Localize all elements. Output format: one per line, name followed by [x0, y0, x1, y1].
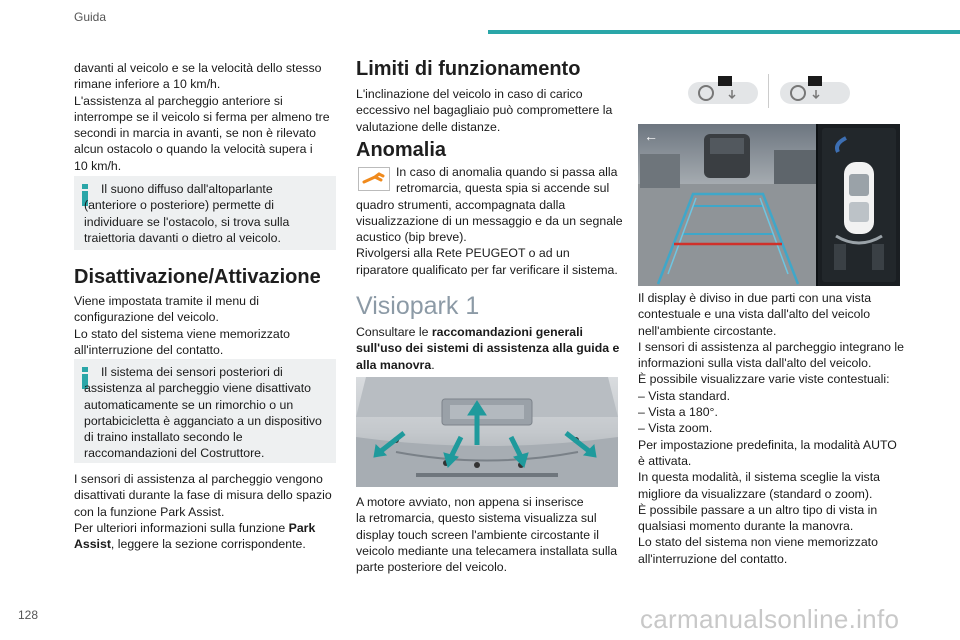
watermark: carmanualsonline.info	[640, 604, 900, 634]
text-line: valutazione delle distanze.	[356, 119, 501, 134]
col1-para2	[74, 293, 342, 358]
list-item: – Vista standard.	[638, 388, 731, 403]
text-line: In caso di anomalia quando si passa alla	[396, 165, 618, 179]
text-line: sull'uso dei sistemi di assistenza alla guida e	[356, 341, 620, 356]
text-line: È possibile visualizzare varie viste contestuali:	[638, 372, 890, 387]
text-line: visualizzazione di un messaggio e da un segnale	[356, 213, 623, 228]
text-line: eccessivo nel bagagliaio può compromettere la	[356, 103, 613, 118]
col2-consult-text	[356, 324, 626, 373]
text-line: L'assistenza al parcheggio anteriore si	[74, 93, 283, 108]
text-line: In questa modalità, il sistema sceglie la vista	[638, 470, 880, 485]
text-line: davanti al veicolo e se la velocità dello stesso	[74, 61, 322, 75]
text-line: quadro strumenti, accompagnata dalla	[356, 197, 566, 212]
col2-limiti-text	[356, 86, 624, 135]
text-line: 10 km/h.	[74, 158, 122, 173]
info-note	[74, 359, 336, 463]
note-text: Il sistema dei sensori posteriori di assistenza al parcheggio viene disattivato automaticamente se un rimorchio o un portabicicletta è agganciato a un dispositivo di traino installato secondo le raccomandazioni del Costruttore.	[84, 365, 322, 461]
text-line: Per ulteriori informazioni sulla funzione Park	[74, 520, 316, 535]
text-line: migliore da visualizzare (standard o zoom).	[638, 486, 873, 501]
text-line: acustico (bip breve).	[356, 230, 467, 245]
col1-para1	[74, 60, 342, 174]
text-line: veicolo mediante una telecamera installata sulla	[356, 543, 618, 558]
header-accent-line	[488, 30, 960, 34]
text-line: I sensori di assistenza al parcheggio vengono	[74, 472, 323, 486]
text-line: display touch screen l'ambiente circostante il	[356, 527, 599, 542]
text-line: qualsiasi momento durante la manovra.	[638, 519, 854, 534]
text-line: Rivolgersi alla Rete PEUGEOT o ad un	[356, 246, 570, 261]
text-line: A motore avviato, non appena si inserisce	[356, 495, 584, 509]
text-line: all'interruzione del contatto.	[74, 342, 224, 357]
text-line: È possibile passare a un altro tipo di vista in	[638, 502, 878, 517]
text-line: configurazione del veicolo.	[74, 310, 219, 325]
text-line: Viene impostata tramite il menu di	[74, 294, 259, 308]
list-item: – Vista a 180°.	[638, 405, 718, 420]
text-line: contestuale e una vista dall'alto del veicolo	[638, 307, 871, 322]
steering-wheel-icon	[780, 76, 850, 108]
text-line: Il display è diviso in due parti con una vista	[638, 291, 872, 305]
note-text: Il suono diffuso dall'altoparlante (anteriore o posteriore) permette di individuare se l'ostacolo, si trova sulla traiettoria davanti o dietro al veicolo.	[84, 182, 290, 245]
rear-bumper-image	[356, 377, 618, 487]
text-line: alcun ostacolo o quando la velocità supera i	[74, 142, 313, 157]
text-line: alla manovra.	[356, 357, 435, 372]
col2-anomalia-text	[356, 164, 624, 278]
list-item: – Vista zoom.	[638, 421, 713, 436]
text-line: interrompe se il veicolo si ferma per almeno tre	[74, 109, 330, 124]
text-line: Consultare le raccomandazioni generali	[356, 325, 583, 339]
heading-limiti: Limiti di funzionamento	[356, 58, 581, 80]
col1-para3	[74, 471, 342, 552]
text-line: la retromarcia, questo sistema visualizza sul	[356, 511, 597, 526]
text-line: rimane inferiore a 10 km/h.	[74, 77, 221, 92]
camera-display	[638, 124, 900, 286]
text-line: retromarcia, questa spia si accende sul	[396, 181, 610, 196]
text-line: Lo stato del sistema viene memorizzato	[74, 326, 290, 341]
text-line: è attivata.	[638, 453, 692, 468]
text-line: secondi in marcia in avanti, se non è rilevato	[74, 126, 316, 141]
col2-motore-text	[356, 494, 626, 575]
text-line: Lo stato del sistema non viene memorizzato	[638, 535, 878, 550]
page-number: 128	[18, 608, 39, 622]
text-line: parte posteriore del veicolo.	[356, 560, 508, 575]
steering-wheel-icon	[688, 76, 758, 108]
text-line: Assist, leggere la sezione corrispondente.	[74, 537, 306, 552]
heading-visiopark: Visiopark 1	[356, 292, 480, 320]
text-line: all'interruzione del contatto.	[638, 551, 788, 566]
col3-display-text	[638, 290, 918, 567]
text-line: informazioni sulla vista dall'alto del veicolo.	[638, 356, 872, 371]
text-line: L'inclinazione del veicolo in caso di carico	[356, 87, 583, 101]
text-line: con la funzione Park Assist.	[74, 504, 225, 519]
info-note	[74, 176, 336, 250]
text-line: Per impostazione predefinita, la modalità AUTO	[638, 437, 897, 452]
heading-anomalia: Anomalia	[356, 139, 447, 161]
back-arrow-icon[interactable]: ←	[644, 128, 658, 144]
heading-disattivazione: Disattivazione/Attivazione	[74, 266, 321, 288]
text-line: nell'ambiente circostante.	[638, 323, 777, 338]
text-line: I sensori di assistenza al parcheggio integrano le	[638, 339, 904, 354]
icon-divider	[768, 74, 769, 108]
text-line: riparatore qualificato per far verificare il sistema.	[356, 262, 618, 277]
text-line: disattivati durante la fase di misura dello spazio	[74, 488, 332, 503]
section-title: Guida	[74, 10, 107, 24]
